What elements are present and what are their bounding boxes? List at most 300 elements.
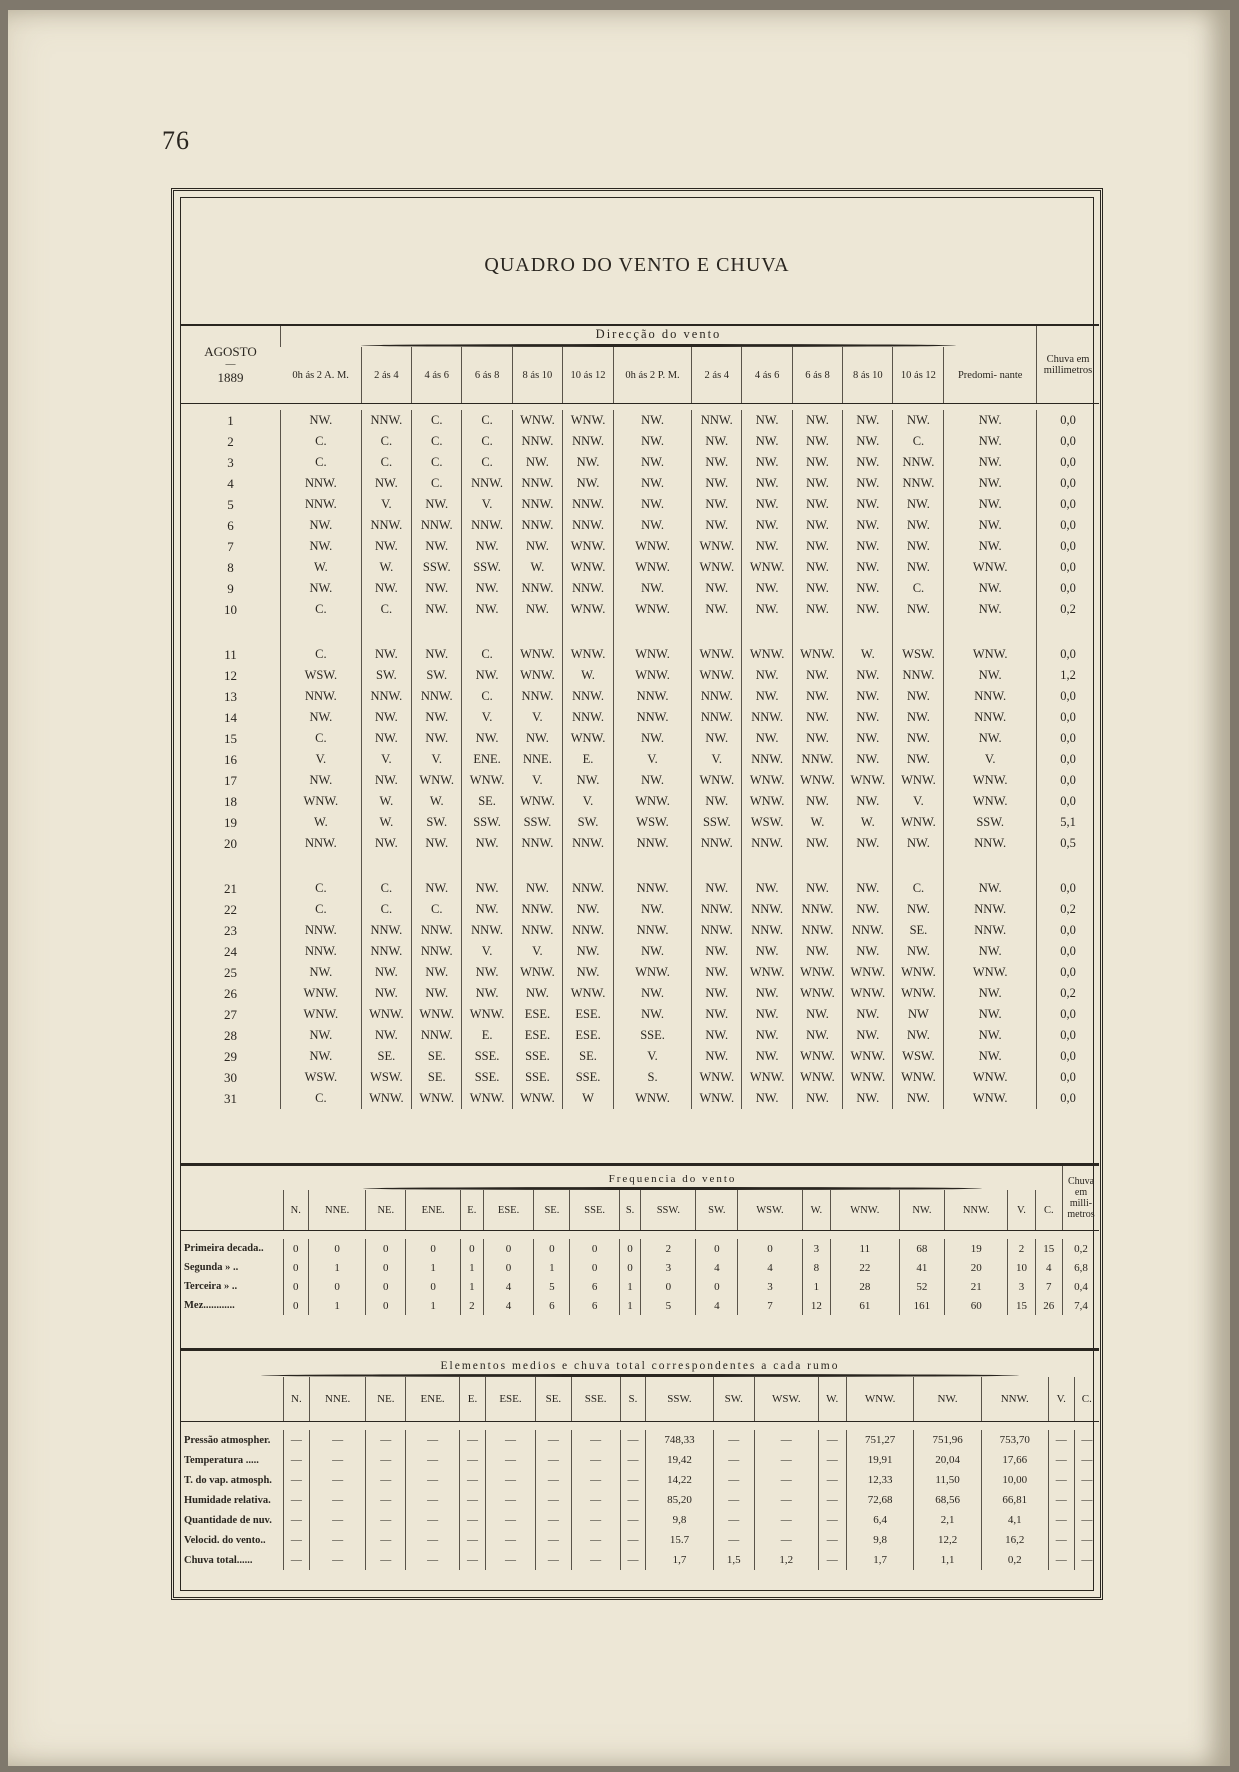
frequency-cell: 28: [831, 1277, 899, 1296]
direction-header: W.: [802, 1190, 831, 1231]
table-row: [181, 1258, 1099, 1277]
element-cell: —: [536, 1450, 572, 1470]
table-row: [181, 770, 1099, 791]
direction-cell: WNW.: [512, 410, 562, 431]
element-cell: —: [460, 1530, 486, 1550]
direction-cell: NW.: [613, 473, 691, 494]
rain-cell: 0,5: [1037, 833, 1100, 854]
day-cell: 8: [227, 559, 234, 575]
table-row: [181, 920, 1099, 941]
frequency-cell: 6,8: [1063, 1258, 1100, 1277]
direction-cell: WNW.: [692, 1067, 742, 1088]
frequency-cell: 7: [1035, 1277, 1062, 1296]
direction-cell: C.: [361, 452, 411, 473]
direction-cell: NW.: [792, 728, 842, 749]
direction-cell: NW.: [692, 941, 742, 962]
direction-cell: NW.: [742, 473, 792, 494]
direction-cell: SE.: [563, 1046, 614, 1067]
day-cell: 19: [224, 814, 237, 830]
direction-cell: WNW.: [563, 557, 614, 578]
direction-cell: NW.: [792, 1004, 842, 1025]
predominant-cell: V.: [944, 749, 1037, 770]
element-cell: —: [571, 1550, 620, 1570]
element-cell: —: [460, 1470, 486, 1490]
direction-cell: WNW.: [692, 665, 742, 686]
direction-cell: NW.: [893, 410, 944, 431]
direction-cell: W.: [843, 812, 893, 833]
direction-cell: W.: [361, 812, 411, 833]
direction-cell: C.: [281, 644, 362, 665]
rain-cell: 0,0: [1037, 494, 1100, 515]
element-cell: —: [620, 1490, 646, 1510]
element-cell: —: [818, 1530, 846, 1550]
direction-cell: SSW.: [692, 812, 742, 833]
direction-cell: NW.: [462, 599, 512, 620]
direction-cell: NW.: [613, 1004, 691, 1025]
element-cell: —: [818, 1450, 846, 1470]
element-cell: 15.7: [646, 1530, 713, 1550]
direction-cell: V.: [412, 749, 462, 770]
day-cell: 31: [224, 1090, 237, 1106]
element-cell: 6,4: [846, 1510, 914, 1530]
direction-cell: NW.: [742, 578, 792, 599]
direction-cell: V.: [613, 749, 691, 770]
direction-cell: NW.: [613, 578, 691, 599]
direction-cell: WSW.: [613, 812, 691, 833]
direction-cell: NW.: [412, 728, 462, 749]
element-cell: —: [1048, 1530, 1074, 1550]
frequency-cell: 22: [831, 1258, 899, 1277]
direction-cell: NW.: [361, 728, 411, 749]
frequency-cell: 0: [283, 1296, 308, 1315]
element-cell: —: [620, 1450, 646, 1470]
direction-cell: ESE.: [512, 1025, 562, 1046]
day-cell: 28: [224, 1027, 237, 1043]
direction-cell: NNW.: [281, 833, 362, 854]
table-row: [181, 1430, 1099, 1450]
direction-cell: NW.: [361, 983, 411, 1004]
rain-cell: 0,2: [1037, 599, 1100, 620]
direction-cell: NNW.: [742, 833, 792, 854]
direction-cell: SSW.: [462, 812, 512, 833]
rain-cell: 0,0: [1037, 770, 1100, 791]
direction-cell: NNW.: [692, 833, 742, 854]
rain-cell: 0,0: [1037, 878, 1100, 899]
direction-cell: NW.: [792, 431, 842, 452]
frequency-cell: 0: [366, 1258, 406, 1277]
direction-header: SSE.: [571, 1377, 620, 1422]
day-cell: 10: [224, 601, 237, 617]
rain-cell: 0,2: [1037, 983, 1100, 1004]
element-cell: —: [620, 1430, 646, 1450]
direction-cell: WSW.: [893, 1046, 944, 1067]
direction-cell: W.: [361, 557, 411, 578]
direction-cell: WNW.: [412, 1088, 462, 1109]
predominant-cell: NW.: [944, 515, 1037, 536]
direction-cell: NW.: [742, 410, 792, 431]
direction-cell: NNW.: [512, 431, 562, 452]
direction-cell: NW.: [692, 728, 742, 749]
direction-cell: C.: [462, 410, 512, 431]
rain-cell: 0,0: [1037, 1004, 1100, 1025]
direction-cell: WNW.: [692, 644, 742, 665]
direction-cell: SW.: [361, 665, 411, 686]
direction-cell: WNW.: [613, 1088, 691, 1109]
direction-cell: V.: [512, 941, 562, 962]
element-cell: —: [460, 1430, 486, 1450]
table-row: [181, 452, 1099, 473]
day-cell: 13: [224, 688, 237, 704]
predominant-header: Predomi- nante: [944, 347, 1037, 404]
direction-cell: NW.: [512, 536, 562, 557]
element-cell: —: [406, 1510, 460, 1530]
element-cell: —: [536, 1470, 572, 1490]
direction-cell: NW: [893, 1004, 944, 1025]
direction-cell: C.: [361, 878, 411, 899]
direction-cell: NNW.: [361, 515, 411, 536]
direction-cell: WNW.: [742, 557, 792, 578]
rain-cell: 0,0: [1037, 452, 1100, 473]
direction-cell: SSE.: [462, 1067, 512, 1088]
row-label: Mez............: [184, 1300, 235, 1311]
direction-cell: NW.: [281, 410, 362, 431]
day-cell: 21: [224, 880, 237, 896]
direction-cell: S.: [613, 1067, 691, 1088]
direction-cell: SW.: [412, 665, 462, 686]
frequency-cell: 1: [460, 1258, 483, 1277]
direction-cell: E.: [462, 1025, 512, 1046]
direction-cell: SW.: [412, 812, 462, 833]
wind-table-span-header-row: [181, 325, 1099, 347]
direction-cell: NNW.: [613, 833, 691, 854]
direction-header: S.: [620, 1377, 646, 1422]
direction-cell: NNW.: [563, 494, 614, 515]
rain-cell: 0,0: [1037, 920, 1100, 941]
day-cell: 14: [224, 709, 237, 725]
element-cell: 751,96: [914, 1430, 981, 1450]
direction-cell: NNW.: [692, 686, 742, 707]
direction-cell: NW.: [792, 599, 842, 620]
direction-cell: C.: [361, 431, 411, 452]
direction-header-text: Direcção do vento: [595, 327, 722, 341]
frequency-cell: 0: [283, 1258, 308, 1277]
direction-cell: V.: [462, 707, 512, 728]
element-cell: —: [485, 1530, 535, 1550]
frequency-cell: 4: [738, 1258, 802, 1277]
row-label: Segunda » ..: [184, 1262, 239, 1273]
element-cell: 12,2: [914, 1530, 981, 1550]
direction-cell: NNW.: [563, 833, 614, 854]
element-cell: —: [460, 1510, 486, 1530]
predominant-cell: NNW.: [944, 899, 1037, 920]
direction-cell: SSE.: [512, 1067, 562, 1088]
direction-cell: NW.: [563, 452, 614, 473]
element-cell: 753,70: [981, 1430, 1048, 1450]
direction-cell: WNW.: [893, 770, 944, 791]
element-cell: 72,68: [846, 1490, 914, 1510]
table-row: [181, 473, 1099, 494]
element-cell: —: [754, 1470, 818, 1490]
day-cell: 4: [227, 475, 234, 491]
frequency-cell: 5: [534, 1277, 570, 1296]
frequency-cell: 0: [283, 1239, 308, 1258]
element-cell: —: [366, 1530, 406, 1550]
frequency-cell: 20: [945, 1258, 1008, 1277]
direction-cell: NW.: [281, 770, 362, 791]
direction-cell: NW.: [792, 791, 842, 812]
frequency-cell: 0: [696, 1239, 738, 1258]
direction-cell: WNW.: [563, 983, 614, 1004]
direction-cell: NNW.: [512, 515, 562, 536]
direction-cell: NW.: [893, 707, 944, 728]
direction-cell: NW.: [792, 665, 842, 686]
direction-header: NNW.: [945, 1190, 1008, 1231]
frequency-cell: 12: [802, 1296, 831, 1315]
direction-cell: WNW.: [462, 1088, 512, 1109]
table-row: [181, 665, 1099, 686]
direction-cell: NW.: [462, 728, 512, 749]
direction-cell: NW.: [563, 899, 614, 920]
direction-cell: V.: [563, 791, 614, 812]
direction-cell: SSW.: [512, 812, 562, 833]
direction-cell: WNW.: [613, 791, 691, 812]
predominant-cell: NW.: [944, 665, 1037, 686]
rain-cell: 0,0: [1037, 749, 1100, 770]
frequency-cell: 8: [802, 1258, 831, 1277]
direction-cell: NNW.: [361, 941, 411, 962]
element-cell: —: [485, 1510, 535, 1530]
elements-header-text: Elementos medios e chuva total correspondentes a cada rumo: [440, 1360, 840, 1372]
rain-cell: 0,0: [1037, 536, 1100, 557]
direction-cell: WNW.: [692, 557, 742, 578]
direction-cell: WNW.: [613, 536, 691, 557]
direction-cell: NW.: [843, 473, 893, 494]
element-cell: 12,33: [846, 1470, 914, 1490]
element-cell: 1,5: [713, 1550, 754, 1570]
direction-cell: NNW.: [281, 920, 362, 941]
element-cell: —: [571, 1510, 620, 1530]
hour-header: 10 ás 12: [563, 347, 614, 404]
direction-cell: NW.: [843, 1088, 893, 1109]
direction-cell: NW.: [281, 707, 362, 728]
frequency-cell: 41: [899, 1258, 945, 1277]
predominant-cell: NW.: [944, 941, 1037, 962]
direction-header: E.: [460, 1377, 486, 1422]
direction-cell: C.: [281, 1088, 362, 1109]
direction-header: N.: [284, 1377, 310, 1422]
direction-cell: C.: [281, 899, 362, 920]
day-cell: 20: [224, 835, 237, 851]
table-row: [181, 1550, 1099, 1570]
element-cell: —: [284, 1450, 310, 1470]
direction-cell: NW.: [412, 578, 462, 599]
direction-cell: NNW.: [692, 410, 742, 431]
direction-cell: WNW.: [843, 962, 893, 983]
direction-cell: NW.: [742, 1088, 792, 1109]
direction-header: WNW.: [831, 1190, 899, 1231]
direction-cell: NW.: [361, 473, 411, 494]
element-cell: —: [406, 1530, 460, 1550]
predominant-cell: WNW.: [944, 644, 1037, 665]
table-row: [181, 1067, 1099, 1088]
element-cell: —: [713, 1430, 754, 1450]
direction-cell: WNW.: [412, 770, 462, 791]
rain-cell: 0,0: [1037, 791, 1100, 812]
element-cell: —: [406, 1470, 460, 1490]
direction-cell: NW.: [893, 749, 944, 770]
direction-cell: NW.: [792, 515, 842, 536]
frequency-cell: 2: [460, 1296, 483, 1315]
element-cell: —: [620, 1550, 646, 1570]
direction-cell: NNW.: [361, 410, 411, 431]
predominant-cell: NW.: [944, 410, 1037, 431]
direction-cell: SSE.: [462, 1046, 512, 1067]
direction-cell: NW.: [361, 962, 411, 983]
elements-span-header-row: [181, 1350, 1099, 1378]
element-cell: —: [1048, 1490, 1074, 1510]
frequency-cell: 0: [406, 1277, 461, 1296]
direction-cell: NW.: [893, 1088, 944, 1109]
predominant-cell: WNW.: [944, 791, 1037, 812]
direction-header: SSE.: [570, 1190, 619, 1231]
direction-cell: V.: [281, 749, 362, 770]
frequency-cell: 0: [308, 1277, 365, 1296]
frequency-cell: 19: [945, 1239, 1008, 1258]
direction-cell: C.: [361, 599, 411, 620]
direction-cell: WSW.: [361, 1067, 411, 1088]
direction-cell: NNW.: [792, 899, 842, 920]
frequency-cell: 6: [570, 1296, 619, 1315]
direction-cell: NW.: [613, 431, 691, 452]
direction-cell: NW.: [792, 878, 842, 899]
elements-header: [181, 1350, 1099, 1378]
rain-cell: 0,0: [1037, 578, 1100, 599]
direction-cell: V.: [512, 770, 562, 791]
direction-cell: WNW.: [613, 599, 691, 620]
direction-cell: NW.: [843, 1004, 893, 1025]
element-cell: 19,42: [646, 1450, 713, 1470]
frequency-cell: 6: [570, 1277, 619, 1296]
direction-cell: W.: [281, 557, 362, 578]
direction-cell: C.: [412, 410, 462, 431]
rain-cell: 0,0: [1037, 962, 1100, 983]
direction-cell: NW.: [843, 431, 893, 452]
frequency-cell: 0: [738, 1239, 802, 1258]
element-cell: 14,22: [646, 1470, 713, 1490]
direction-cell: NW.: [792, 494, 842, 515]
predominant-cell: NW.: [944, 1004, 1037, 1025]
direction-cell: NW.: [692, 599, 742, 620]
direction-header: NE.: [366, 1190, 406, 1231]
frequency-cell: 1: [406, 1296, 461, 1315]
direction-cell: NW.: [792, 1088, 842, 1109]
direction-cell: NNW.: [613, 920, 691, 941]
element-cell: —: [366, 1490, 406, 1510]
frequency-cell: 0: [366, 1296, 406, 1315]
hour-header: 6 ás 8: [792, 347, 842, 404]
day-cell: 9: [227, 580, 234, 596]
element-cell: —: [406, 1450, 460, 1470]
direction-cell: NW.: [742, 665, 792, 686]
frequency-cell: 0: [483, 1239, 534, 1258]
element-cell: —: [460, 1550, 486, 1570]
direction-cell: NW.: [361, 536, 411, 557]
predominant-cell: NW.: [944, 452, 1037, 473]
element-cell: —: [284, 1430, 310, 1450]
element-cell: —: [536, 1530, 572, 1550]
direction-header: C.: [1035, 1190, 1062, 1231]
direction-cell: SE.: [462, 791, 512, 812]
direction-cell: NW.: [893, 536, 944, 557]
element-cell: —: [1048, 1550, 1074, 1570]
direction-cell: NNW.: [563, 707, 614, 728]
element-cell: 1,1: [914, 1550, 981, 1570]
table-row: [181, 1510, 1099, 1530]
rain-cell: 0,0: [1037, 515, 1100, 536]
frequency-cell: 0: [570, 1258, 619, 1277]
element-cell: 10,00: [981, 1470, 1048, 1490]
direction-cell: NW.: [843, 749, 893, 770]
rain-cell: 0,0: [1037, 707, 1100, 728]
predominant-cell: NNW.: [944, 920, 1037, 941]
element-cell: —: [406, 1490, 460, 1510]
rain-cell: 0,2: [1037, 899, 1100, 920]
direction-cell: WNW.: [742, 962, 792, 983]
element-cell: —: [1048, 1450, 1074, 1470]
frequency-cell: 0: [619, 1239, 641, 1258]
frequency-cell: 0: [283, 1277, 308, 1296]
table-row: [181, 1277, 1099, 1296]
frequency-cell: 0: [483, 1258, 534, 1277]
table-frame: [171, 188, 1103, 1600]
element-cell: —: [366, 1470, 406, 1490]
direction-cell: C.: [412, 899, 462, 920]
element-cell: —: [713, 1490, 754, 1510]
direction-cell: NW.: [692, 494, 742, 515]
direction-cell: NW.: [893, 557, 944, 578]
direction-cell: NW.: [742, 431, 792, 452]
direction-cell: NW.: [843, 452, 893, 473]
rain-cell: 0,0: [1037, 1046, 1100, 1067]
wind-direction-table: [181, 324, 1099, 1109]
element-cell: —: [284, 1550, 310, 1570]
direction-header: NNE.: [309, 1377, 366, 1422]
decade-gap-row: [181, 620, 1099, 644]
frequency-cell: 10: [1008, 1258, 1035, 1277]
element-cell: 1,7: [846, 1550, 914, 1570]
direction-cell: NW.: [742, 599, 792, 620]
hour-header: 8 ás 10: [512, 347, 562, 404]
direction-cell: NNW.: [361, 920, 411, 941]
row-label: Chuva total......: [184, 1554, 253, 1566]
element-cell: —: [309, 1550, 366, 1570]
direction-cell: WNW.: [361, 1088, 411, 1109]
day-cell: 27: [224, 1006, 237, 1022]
direction-cell: WNW.: [692, 770, 742, 791]
direction-cell: NW.: [893, 833, 944, 854]
direction-cell: NW.: [843, 833, 893, 854]
rain-header: Chuva em millimetros: [1037, 325, 1100, 404]
direction-header: W.: [818, 1377, 846, 1422]
direction-cell: WNW.: [613, 557, 691, 578]
direction-cell: NW.: [843, 707, 893, 728]
direction-cell: V.: [893, 791, 944, 812]
direction-cell: NW.: [512, 983, 562, 1004]
direction-cell: V.: [613, 1046, 691, 1067]
elements-direction-row: [181, 1377, 1099, 1422]
direction-cell: WNW.: [792, 644, 842, 665]
frequency-cell: 68: [899, 1239, 945, 1258]
